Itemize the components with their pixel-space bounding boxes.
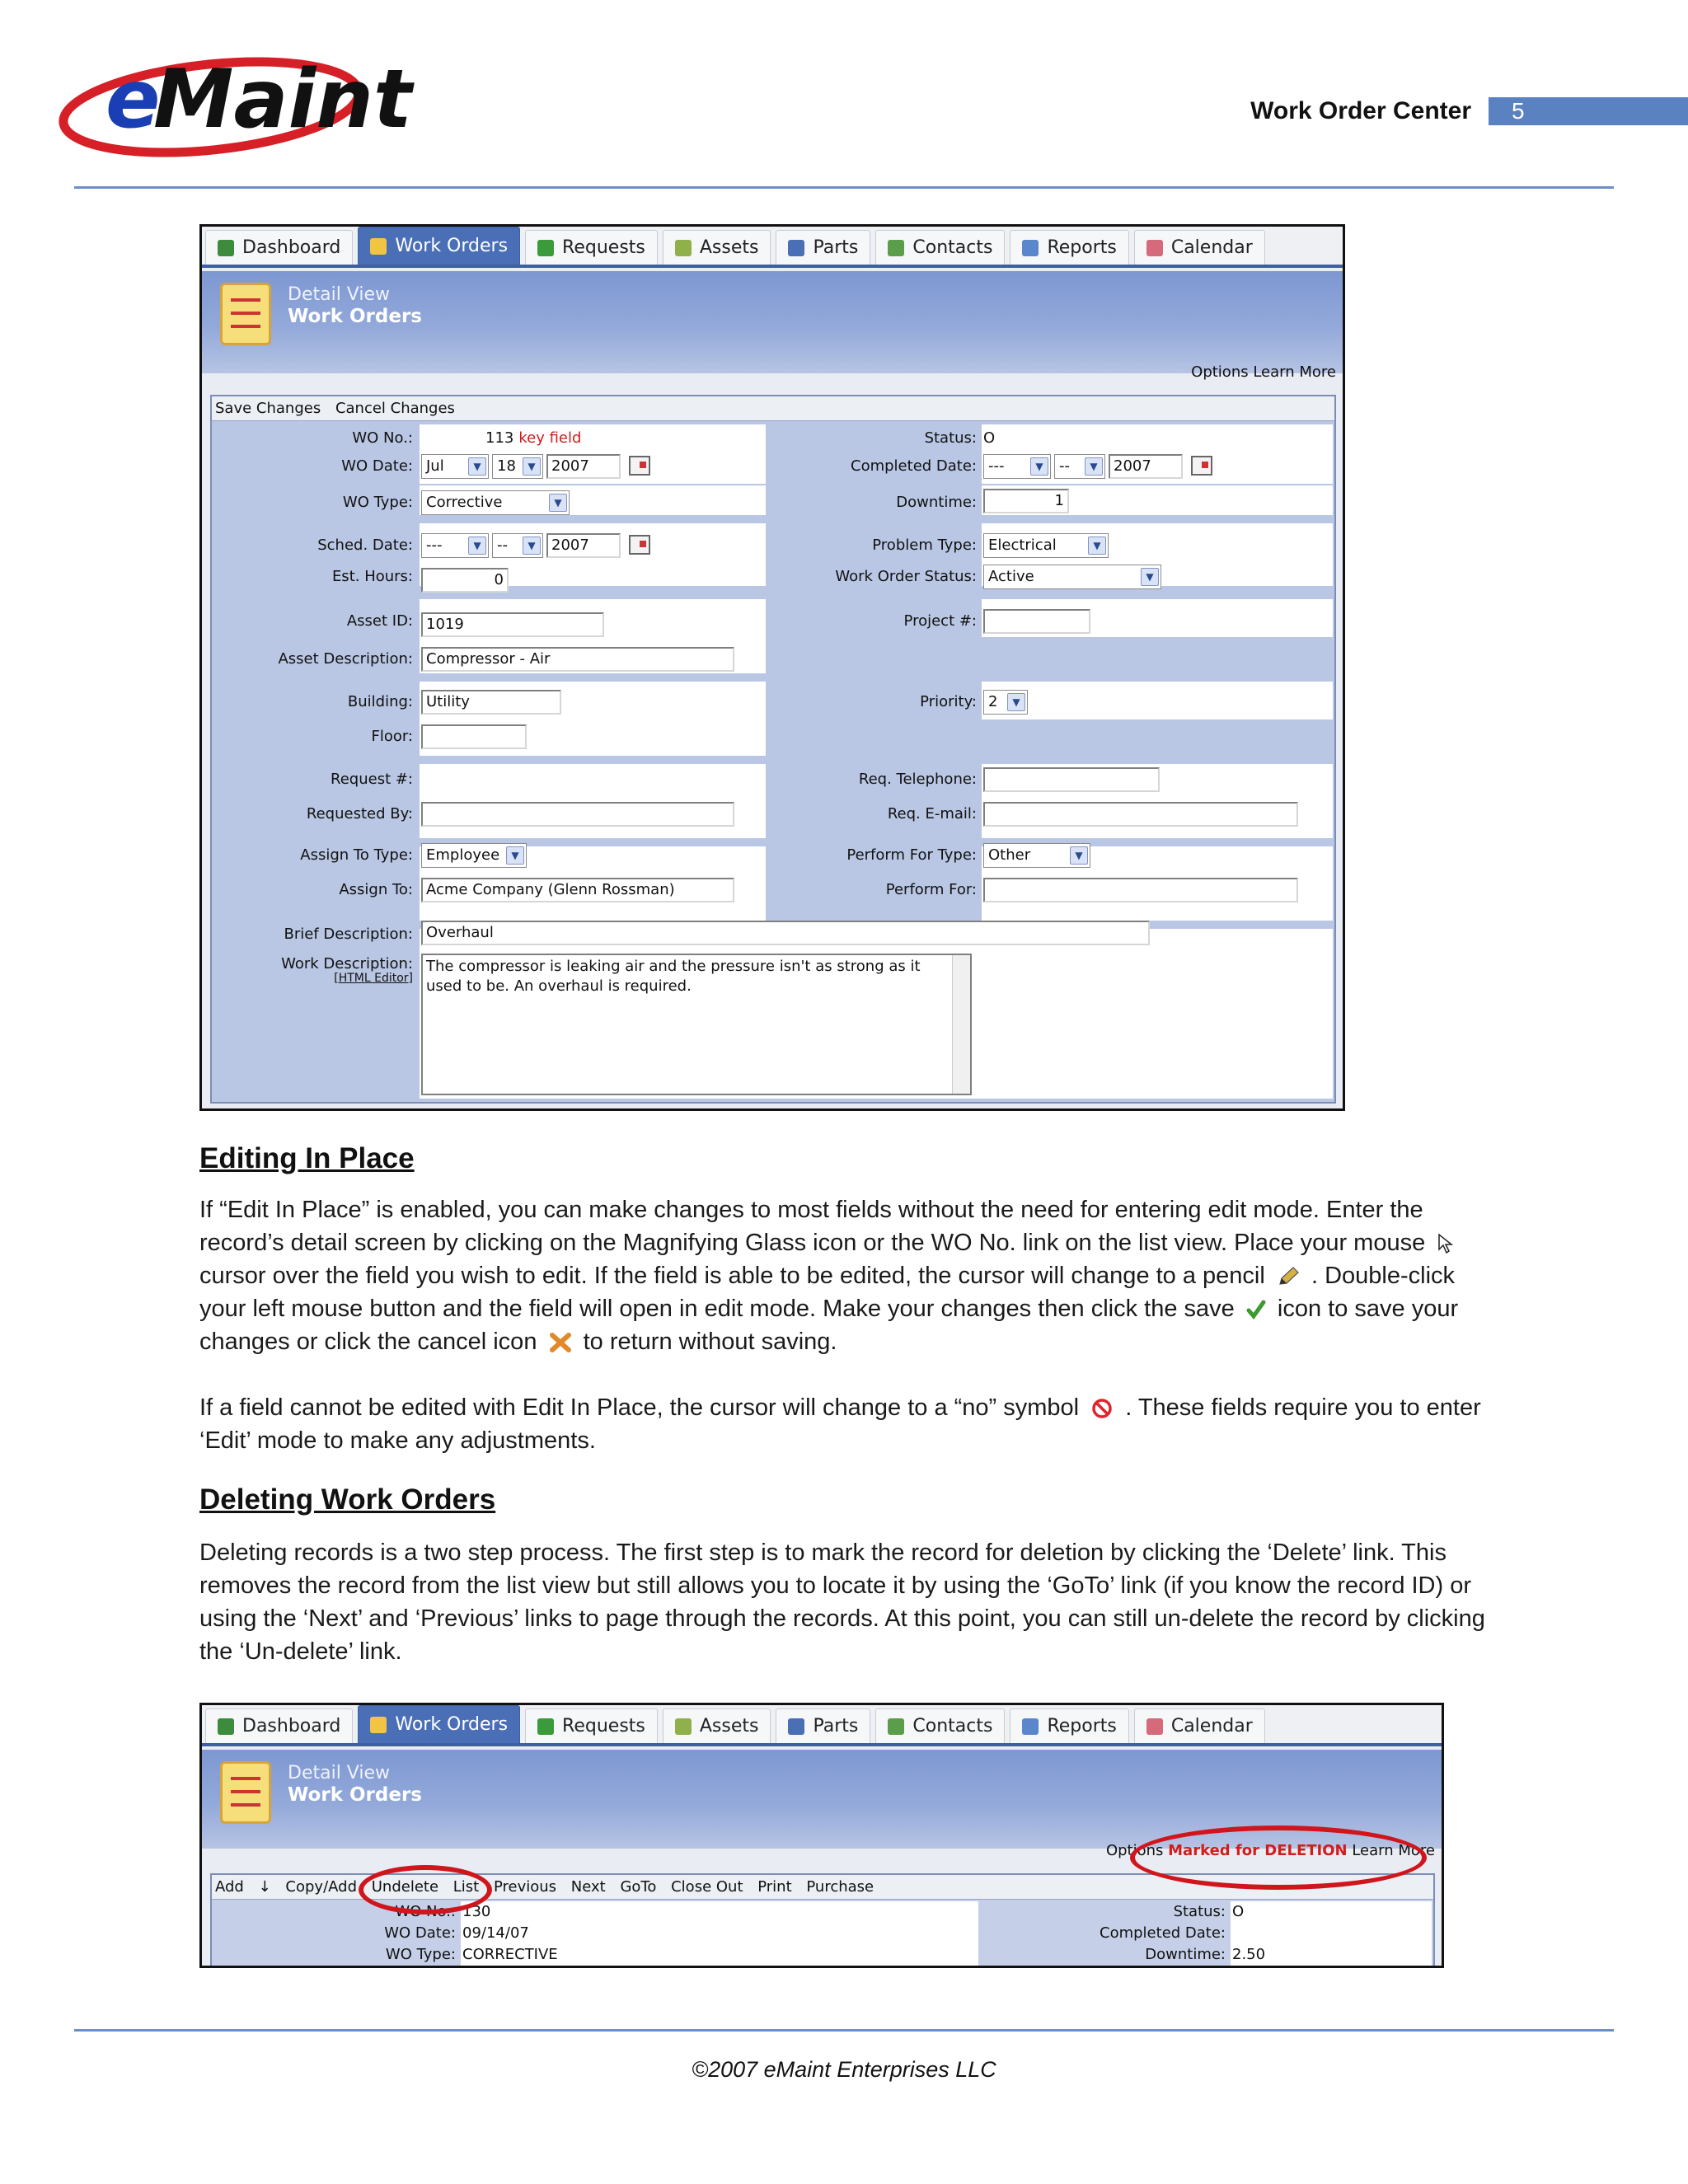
wo-date-value: 09/14/07 bbox=[462, 1924, 529, 1942]
wo-no-value: 130 bbox=[462, 1903, 491, 1920]
calendar-picker-icon[interactable] bbox=[629, 535, 650, 555]
detail-form bbox=[210, 395, 1336, 1104]
tab-work-orders[interactable]: Work Orders bbox=[358, 1705, 520, 1743]
requests-icon bbox=[537, 1718, 554, 1735]
wo-type-value: CORRECTIVE bbox=[462, 1946, 558, 1963]
tab-requests[interactable]: Requests bbox=[525, 230, 658, 265]
learn-more-link[interactable]: Learn More bbox=[1253, 363, 1336, 381]
tab-dashboard[interactable]: Dashboard bbox=[205, 1708, 353, 1743]
logo-letter-e: e bbox=[106, 53, 161, 147]
goto-link[interactable]: GoTo bbox=[620, 1878, 657, 1896]
building-field[interactable]: Utility bbox=[421, 690, 561, 715]
wo-no-label: WO No.: bbox=[352, 429, 413, 447]
status-label: Status: bbox=[924, 429, 977, 447]
chevron-down-icon: ▼ bbox=[523, 457, 541, 476]
wo-date-year-field[interactable]: 2007 bbox=[546, 454, 621, 479]
req-telephone-label: Req. Telephone: bbox=[858, 771, 977, 788]
project-field[interactable] bbox=[983, 609, 1090, 634]
stripe bbox=[982, 682, 1333, 719]
options-link[interactable]: Options bbox=[1105, 1842, 1164, 1859]
emaint-logo bbox=[54, 35, 425, 166]
parts-icon bbox=[788, 1718, 804, 1735]
detail-banner bbox=[202, 271, 1343, 373]
brief-description-field[interactable]: Overhaul bbox=[421, 921, 1150, 945]
perform-for-type-label: Perform For Type: bbox=[846, 846, 977, 864]
contacts-icon bbox=[888, 1718, 904, 1735]
edit-in-place-no-symbol-paragraph: If a field cannot be edited with Edit In Place, the cursor will change to a “no” symbol . These fields require you to enter ‘Edit’ mode to make any adjustments. bbox=[199, 1394, 1481, 1454]
scrollbar[interactable] bbox=[952, 955, 970, 1094]
est-hours-label: Est. Hours: bbox=[331, 568, 413, 585]
wo-type-label: WO Type: bbox=[342, 494, 413, 511]
perform-for-type-select[interactable]: Other ▼ bbox=[983, 843, 1090, 868]
learn-more-link[interactable]: Learn More bbox=[1352, 1842, 1435, 1859]
contacts-icon bbox=[888, 240, 904, 256]
brief-description-label: Brief Description: bbox=[284, 926, 413, 943]
tab-assets[interactable]: Assets bbox=[663, 1708, 771, 1743]
wo-no-label: WO No.: bbox=[395, 1903, 456, 1920]
status-value: O bbox=[983, 429, 996, 447]
html-editor-link[interactable]: [HTML Editor] bbox=[334, 972, 413, 985]
status-label: Status: bbox=[1173, 1903, 1226, 1920]
deleting-work-orders-heading: Deleting Work Orders bbox=[199, 1483, 496, 1516]
tab-parts[interactable]: Parts bbox=[776, 1708, 870, 1743]
chevron-down-icon: ▼ bbox=[1007, 693, 1025, 711]
pencil-icon bbox=[1277, 1266, 1300, 1287]
form-toolbar bbox=[212, 396, 1334, 421]
est-hours-field[interactable]: 0 bbox=[421, 568, 509, 593]
wo-date-label: WO Date: bbox=[341, 457, 413, 475]
requests-icon bbox=[537, 240, 554, 256]
chevron-down-icon: ▼ bbox=[1030, 457, 1048, 476]
undelete-link[interactable]: Undelete bbox=[371, 1878, 439, 1896]
mouse-cursor-icon bbox=[1437, 1233, 1455, 1254]
view-label: Detail View bbox=[288, 1763, 391, 1783]
req-telephone-field[interactable] bbox=[983, 767, 1160, 792]
sched-date-month-select[interactable]: --- ▼ bbox=[421, 533, 489, 558]
requested-by-field[interactable] bbox=[421, 802, 734, 827]
problem-type-select[interactable]: Electrical ▼ bbox=[983, 533, 1109, 558]
tab-dashboard[interactable]: Dashboard bbox=[205, 230, 353, 265]
tab-assets[interactable]: Assets bbox=[663, 230, 771, 265]
priority-label: Priority: bbox=[920, 693, 977, 710]
down-arrow-icon: ↓ bbox=[258, 1878, 271, 1896]
assets-icon bbox=[675, 1718, 692, 1735]
chevron-down-icon: ▼ bbox=[1070, 846, 1088, 865]
calendar-icon bbox=[1146, 240, 1163, 256]
chevron-down-icon: ▼ bbox=[549, 494, 567, 512]
downtime-value: 2.50 bbox=[1232, 1946, 1266, 1963]
dashboard-icon bbox=[218, 1718, 234, 1735]
tab-contacts[interactable]: Contacts bbox=[875, 230, 1005, 265]
tab-parts[interactable]: Parts bbox=[776, 230, 870, 265]
completed-date-label: Completed Date: bbox=[1100, 1924, 1226, 1942]
next-link[interactable]: Next bbox=[570, 1878, 606, 1896]
calendar-picker-icon[interactable] bbox=[1191, 456, 1212, 476]
page-number: 5 bbox=[1489, 97, 1688, 125]
sched-date-day-select[interactable]: -- ▼ bbox=[492, 533, 543, 558]
priority-select[interactable]: 2 ▼ bbox=[983, 690, 1028, 715]
assign-to-label: Assign To: bbox=[339, 881, 413, 898]
footer-divider bbox=[74, 2029, 1614, 2032]
add-link[interactable]: Add bbox=[215, 1878, 244, 1896]
building-label: Building: bbox=[347, 693, 413, 710]
work-order-clipboard-icon bbox=[220, 1761, 271, 1824]
module-label: Work Orders bbox=[288, 306, 422, 327]
status-value: O bbox=[1232, 1903, 1245, 1920]
save-checkmark-icon bbox=[1246, 1299, 1266, 1320]
requested-by-label: Requested By: bbox=[306, 805, 413, 823]
save-changes-link[interactable]: Save Changes bbox=[215, 400, 321, 417]
project-label: Project #: bbox=[903, 612, 977, 630]
options-links bbox=[1191, 363, 1336, 381]
work-order-status-label: Work Order Status: bbox=[835, 568, 977, 585]
module-label: Work Orders bbox=[288, 1784, 422, 1806]
tab-calendar[interactable]: Calendar bbox=[1134, 230, 1265, 265]
marked-for-deletion-badge: Marked for DELETION bbox=[1168, 1842, 1348, 1859]
tab-reports[interactable]: Reports bbox=[1010, 230, 1128, 265]
work-orders-icon bbox=[370, 1717, 387, 1733]
completed-date-year-field[interactable]: 2007 bbox=[1109, 454, 1183, 479]
list-link[interactable]: List bbox=[452, 1878, 480, 1896]
perform-for-label: Perform For: bbox=[885, 881, 977, 898]
section-title: Work Order Center bbox=[1250, 97, 1471, 124]
cancel-icon bbox=[549, 1332, 572, 1353]
wo-no-value: 113 key field bbox=[485, 429, 582, 447]
downtime-field[interactable]: 1 bbox=[983, 489, 1069, 513]
tab-work-orders[interactable]: Work Orders bbox=[358, 227, 520, 265]
completed-date-month-select[interactable]: --- ▼ bbox=[983, 454, 1051, 479]
dashboard-icon bbox=[218, 240, 234, 256]
tab-requests[interactable]: Requests bbox=[525, 1708, 658, 1743]
view-label: Detail View bbox=[288, 284, 391, 305]
no-symbol-icon bbox=[1090, 1397, 1114, 1420]
wo-date-label: WO Date: bbox=[384, 1924, 456, 1942]
module-tabs bbox=[202, 1705, 1442, 1746]
tab-reports[interactable]: Reports bbox=[1010, 1708, 1128, 1743]
options-link[interactable]: Options bbox=[1191, 363, 1249, 381]
floor-label: Floor: bbox=[371, 728, 413, 745]
purchase-link[interactable]: Purchase bbox=[806, 1878, 874, 1896]
assign-to-field[interactable]: Acme Company (Glenn Rossman) bbox=[421, 878, 734, 902]
logo-word: Maint bbox=[153, 53, 412, 147]
downtime-label: Downtime: bbox=[896, 494, 977, 511]
header-divider bbox=[74, 186, 1614, 189]
request-no-label: Request #: bbox=[331, 771, 413, 788]
work-description-textarea[interactable]: The compressor is leaking air and the pressure isn't as strong as it used to be. An overhaul is required. bbox=[421, 954, 972, 1095]
calendar-icon bbox=[1146, 1718, 1163, 1735]
deleting-work-orders-paragraph: Deleting records is a two step process. The first step is to mark the record for deletion by clicking the ‘Delete’ link. This removes the record from the list view but still allows you to locate it by using the ‘GoTo’ link (if you know the record ID) or using the ‘Next’ and ‘Previous’ links to page through the records. At this point, you can still un-delete the record by clicking the ‘Un-delete’ link. bbox=[199, 1540, 1485, 1665]
wo-type-label: WO Type: bbox=[385, 1946, 456, 1963]
work-order-status-select[interactable]: Active ▼ bbox=[983, 565, 1161, 589]
print-link[interactable]: Print bbox=[757, 1878, 792, 1896]
chevron-down-icon: ▼ bbox=[468, 457, 486, 476]
close-out-link[interactable]: Close Out bbox=[671, 1878, 743, 1896]
wo-date-day-select[interactable]: 18 ▼ bbox=[492, 454, 543, 479]
assign-to-type-label: Assign To Type: bbox=[300, 846, 413, 864]
key-field-marker: key field bbox=[518, 429, 582, 447]
chevron-down-icon: ▼ bbox=[523, 537, 541, 555]
completed-date-label: Completed Date: bbox=[851, 457, 977, 475]
chevron-down-icon: ▼ bbox=[1085, 457, 1103, 476]
work-order-detail-screenshot bbox=[199, 224, 1345, 1111]
perform-for-field[interactable] bbox=[983, 878, 1298, 902]
assets-icon bbox=[675, 240, 692, 256]
undelete-highlight-circle bbox=[359, 1865, 492, 1915]
problem-type-label: Problem Type: bbox=[872, 537, 977, 554]
reports-icon bbox=[1022, 1718, 1039, 1735]
cancel-changes-link[interactable]: Cancel Changes bbox=[335, 400, 455, 417]
work-order-clipboard-icon bbox=[220, 283, 271, 345]
calendar-picker-icon[interactable] bbox=[629, 456, 650, 476]
asset-id-field[interactable]: 1019 bbox=[421, 612, 604, 637]
completed-date-day-select[interactable]: -- ▼ bbox=[1054, 454, 1105, 479]
sched-date-year-field[interactable]: 2007 bbox=[546, 533, 621, 558]
asset-description-field[interactable]: Compressor - Air bbox=[421, 647, 734, 672]
stripe bbox=[420, 764, 766, 838]
req-email-label: Req. E-mail: bbox=[887, 805, 977, 823]
deleted-work-order-screenshot bbox=[199, 1703, 1444, 1968]
previous-link[interactable]: Previous bbox=[493, 1878, 557, 1896]
parts-icon bbox=[788, 240, 804, 256]
footer-copyright: ©2007 eMaint Enterprises LLC bbox=[692, 2057, 996, 2082]
reports-icon bbox=[1022, 240, 1039, 256]
work-orders-icon bbox=[370, 238, 387, 255]
sched-date-label: Sched. Date: bbox=[317, 537, 413, 554]
chevron-down-icon: ▼ bbox=[506, 846, 524, 865]
asset-id-label: Asset ID: bbox=[346, 612, 413, 630]
editing-in-place-paragraph: If “Edit In Place” is enabled, you can make changes to most fields without the need for entering edit mode. Enter the record’s detail screen by clicking on the Magnifying Glass icon or the WO No. link on the list view. Place your mouse cursor over the field you wish to edit. If the field is able to be edited, the cursor will change to a pencil . Double-click your left mouse button and the field will open in edit mode. Make your changes then click the save icon to save your changes or click the cancel icon to return without saving. bbox=[199, 1197, 1459, 1355]
chevron-down-icon: ▼ bbox=[1141, 568, 1159, 586]
floor-field[interactable] bbox=[421, 724, 527, 749]
downtime-label: Downtime: bbox=[1145, 1946, 1226, 1963]
wo-date-month-select[interactable]: Jul ▼ bbox=[421, 454, 489, 479]
work-description-label: Work Description: bbox=[281, 955, 413, 972]
tab-calendar[interactable]: Calendar bbox=[1134, 1708, 1265, 1743]
req-email-field[interactable] bbox=[983, 802, 1298, 827]
copy-add-link[interactable]: Copy/Add bbox=[285, 1878, 357, 1896]
editing-in-place-heading: Editing In Place bbox=[199, 1142, 415, 1174]
deletion-highlight-circle bbox=[1130, 1825, 1427, 1890]
wo-type-select[interactable]: Corrective ▼ bbox=[421, 490, 570, 515]
chevron-down-icon: ▼ bbox=[1088, 537, 1106, 555]
tab-contacts[interactable]: Contacts bbox=[875, 1708, 1005, 1743]
asset-description-label: Asset Description: bbox=[278, 650, 413, 668]
assign-to-type-select[interactable]: Employee ▼ bbox=[421, 843, 527, 868]
module-tabs bbox=[202, 227, 1343, 268]
chevron-down-icon: ▼ bbox=[468, 537, 486, 555]
